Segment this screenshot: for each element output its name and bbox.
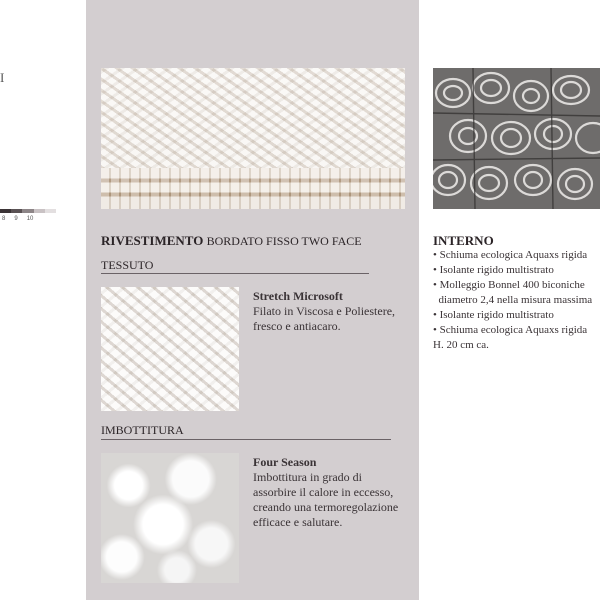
rivestimento-heading (101, 233, 362, 249)
interno-item: • Schiuma ecologica Aquaxs rigida (433, 249, 588, 261)
rivestimento-title: RIVESTIMENTO (101, 233, 204, 248)
interno-item: H. 20 cm ca. (433, 339, 489, 351)
imbottitura-name: Four Season (253, 455, 317, 469)
imbottitura-divider (101, 439, 391, 440)
interno-list (433, 248, 600, 353)
fiber-padding-image (101, 453, 239, 583)
firmness-scale-numbers (2, 216, 33, 222)
tessuto-text: Filato in Viscosa e Poliestere, fresco e antiacaro. (253, 304, 396, 333)
scale-number: 10 (26, 216, 34, 222)
springs-illustration (433, 68, 600, 209)
rivestimento-subtitle: BORDATO FISSO TWO FACE (206, 234, 362, 248)
mattress-cover-image (101, 68, 405, 209)
mattress-border-band (101, 168, 405, 209)
scale-segment (22, 209, 33, 213)
tessuto-label: TESSUTO (101, 258, 154, 272)
interno-item: • Isolante rigido multistrato (433, 264, 554, 276)
spring-core-image (433, 68, 600, 209)
scale-segment (11, 209, 22, 213)
left-page-fragment (0, 0, 86, 600)
tessuto-description (253, 289, 413, 334)
scale-segment (34, 209, 45, 213)
fabric-sample-image (101, 287, 239, 411)
interno-item: • Isolante rigido multistrato (433, 309, 554, 321)
left-fragment-letter: I (0, 70, 5, 85)
tessuto-divider (101, 273, 369, 274)
scale-segment (0, 209, 11, 213)
interno-title: INTERNO (433, 233, 494, 248)
scale-number: 8 (2, 216, 6, 222)
scale-number: 9 (14, 216, 18, 222)
imbottitura-text: Imbottitura in grado di assorbire il calore in eccesso, creando una termoregolazione efficace e salutare. (253, 470, 399, 529)
imbottitura-label: IMBOTTITURA (101, 423, 184, 437)
interno-item: • Molleggio Bonnel 400 biconiche (433, 279, 585, 291)
scale-segment (45, 209, 56, 213)
imbottitura-description (253, 455, 403, 530)
tessuto-name: Stretch Microsoft (253, 289, 343, 303)
firmness-scale-bar (0, 209, 56, 213)
interno-item: diametro 2,4 nella misura massima (433, 294, 593, 306)
interno-item: • Schiuma ecologica Aquaxs rigida (433, 324, 588, 336)
